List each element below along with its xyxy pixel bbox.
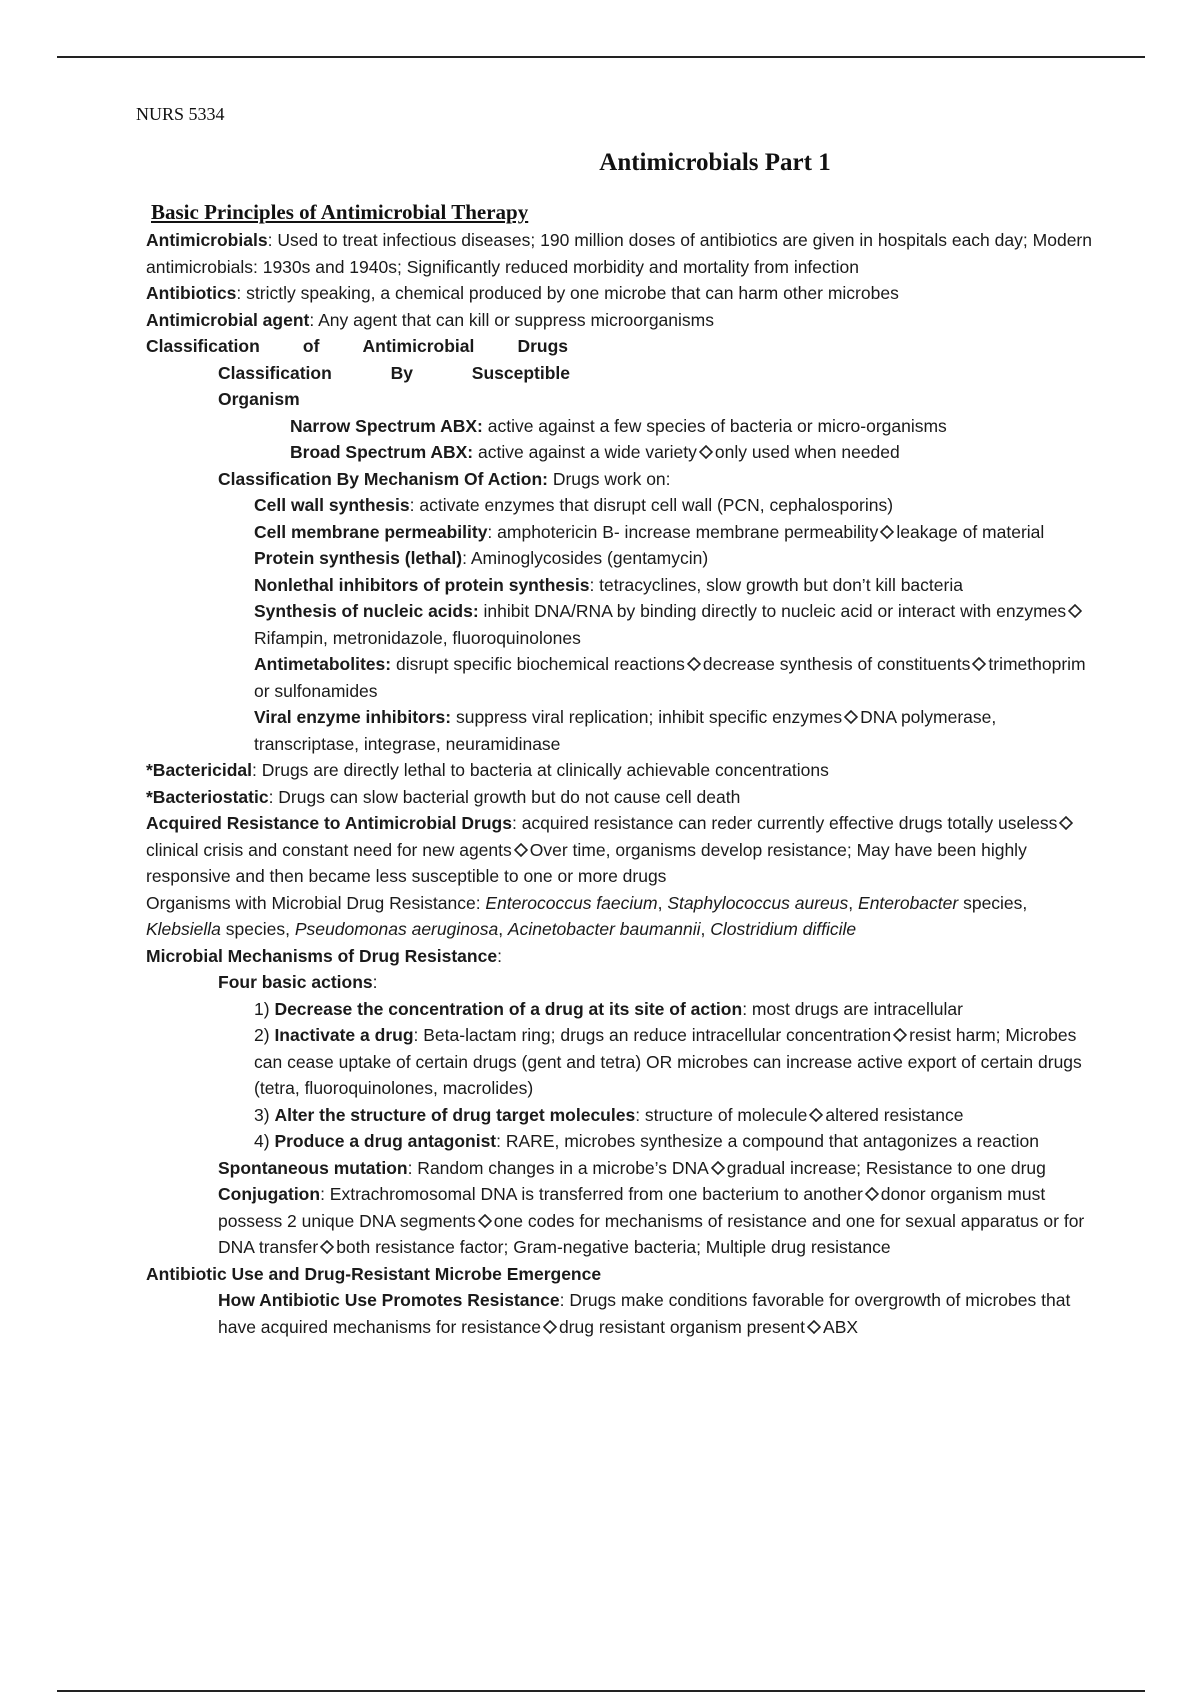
diamond-arrow-icon bbox=[543, 1320, 557, 1334]
antibiotic-use-heading: Antibiotic Use and Drug-Resistant Microbe Emergence bbox=[146, 1263, 602, 1284]
paragraph-antibiotics: Antibiotics: strictly speaking, a chemical produced by one microbe that can harm other microbes bbox=[146, 283, 899, 303]
document-body bbox=[146, 227, 1092, 1340]
course-code: NURS 5334 bbox=[136, 104, 225, 124]
spontaneous-mutation: Spontaneous mutation: Random changes in a microbe’s DNA gradual increase; Resistance to one drug bbox=[218, 1157, 1046, 1178]
viral-item: Viral enzyme inhibitors: suppress viral replication; inhibit specific enzymes DNA polymerase, transcriptase, integrase, neuramidinase bbox=[254, 707, 997, 754]
action-1: 1) Decrease the concentration of a drug at its site of action: most drugs are intracellular bbox=[254, 998, 963, 1019]
diamond-arrow-icon bbox=[809, 1108, 823, 1122]
antimetabolites-item: Antimetabolites: disrupt specific biochemical reactions decrease synthesis of constituents trimethoprim or sulfonamides bbox=[254, 654, 1086, 701]
paragraph-antimicrobials: Antimicrobials: Used to treat infectious diseases; 190 million doses of antibiotics are given in hospitals each day; Modern antimicrobials: 1930s and 1940s; Significantly reduced morbidity and mortality from infection bbox=[146, 230, 1092, 277]
cell-wall-item: Cell wall synthesis: activate enzymes that disrupt cell wall (PCN, cephalosporins) bbox=[254, 495, 894, 515]
nucleic-item: Synthesis of nucleic acids: inhibit DNA/RNA by binding directly to nucleic acid or interact with enzymesRifampin, metronidazole, fluoroquinolones bbox=[254, 598, 1092, 651]
nonlethal-item: Nonlethal inhibitors of protein synthesis: tetracyclines, slow growth but don’t kill bacteria bbox=[254, 574, 963, 595]
paragraph-antimicrobial-agent: Antimicrobial agent: Any agent that can kill or suppress microorganisms bbox=[146, 309, 714, 330]
diamond-arrow-icon bbox=[972, 657, 986, 671]
bactericidal: *Bactericidal: Drugs are directly lethal to bacteria at clinically achievable concentrations bbox=[146, 760, 829, 780]
top-rule bbox=[57, 56, 1145, 58]
protein-item: Protein synthesis (lethal): Aminoglycosides (gentamycin) bbox=[254, 548, 709, 568]
conjugation: Conjugation: Extrachromosomal DNA is transferred from one bacterium to another donor organism must possess 2 unique DNA segments one codes for mechanisms of resistance and one for sexual apparatus or for DNA transfer both resistance factor; Gram-negative bacteria; Multiple drug resistance bbox=[218, 1184, 1085, 1257]
action-3: 3) Alter the structure of drug target molecules: structure of molecule altered resistance bbox=[254, 1104, 964, 1125]
action-2: 2) Inactivate a drug: Beta-lactam ring; drugs an reduce intracellular concentration resist harm; Microbes can cease uptake of certain drugs (gent and tetra) OR microbes can increase active export of certain drugs (tetra, fluoroquinolones, macrolides) bbox=[254, 1025, 1082, 1098]
diamond-arrow-icon bbox=[844, 710, 858, 724]
resistant-organisms: Organisms with Microbial Drug Resistance: Enterococcus faecium, Staphylococcus aureus, Enterobacter species, Klebsiella species, Pseudomonas aeruginosa, Acinetobacter baumannii, Clostridium difficile bbox=[146, 892, 1028, 939]
diamond-arrow-icon bbox=[711, 1161, 725, 1175]
four-actions-heading: Four basic actions: bbox=[218, 972, 378, 992]
classification-heading: Classification of Antimicrobial Drugs bbox=[146, 336, 568, 356]
susceptible-heading: Classification By Susceptible Organism bbox=[218, 362, 570, 409]
section-heading: Basic Principles of Antimicrobial Therapy bbox=[151, 200, 529, 224]
mechanism-heading: Classification By Mechanism Of Action: Drugs work on: bbox=[218, 468, 671, 489]
diamond-arrow-icon bbox=[699, 445, 713, 459]
narrow-spectrum: Narrow Spectrum ABX: active against a few species of bacteria or micro-organisms bbox=[290, 415, 947, 436]
diamond-arrow-icon bbox=[687, 657, 701, 671]
diamond-arrow-icon bbox=[320, 1240, 334, 1254]
diamond-arrow-icon bbox=[807, 1320, 821, 1334]
diamond-arrow-icon bbox=[1068, 604, 1082, 618]
diamond-arrow-icon bbox=[1059, 816, 1073, 830]
diamond-arrow-icon bbox=[893, 1028, 907, 1042]
bottom-rule bbox=[57, 1690, 1145, 1692]
bacteriostatic: *Bacteriostatic: Drugs can slow bacterial growth but do not cause cell death bbox=[146, 786, 741, 807]
diamond-arrow-icon bbox=[514, 843, 528, 857]
promotes-resistance: How Antibiotic Use Promotes Resistance: Drugs make conditions favorable for overgrowth of microbes that have acquired mechanisms for resistance drug resistant organism present ABX bbox=[218, 1290, 1071, 1337]
mechanism-list bbox=[146, 492, 1092, 757]
broad-spectrum: Broad Spectrum ABX: active against a wide variety only used when needed bbox=[290, 442, 900, 462]
actions-list bbox=[146, 996, 1092, 1155]
diamond-arrow-icon bbox=[865, 1187, 879, 1201]
page-title: Antimicrobials Part 1 bbox=[599, 149, 831, 176]
diamond-arrow-icon bbox=[478, 1214, 492, 1228]
acquired-resistance: Acquired Resistance to Antimicrobial Drugs: acquired resistance can reder currently effective drugs totally uselessclinical crisis and constant need for new agents Over time, organisms develop resistance; May have been highly responsive and then became less susceptible to one or more drugs bbox=[146, 810, 1092, 890]
action-4: 4) Produce a drug antagonist: RARE, microbes synthesize a compound that antagonizes a reaction bbox=[254, 1131, 1039, 1151]
mechanisms-heading: Microbial Mechanisms of Drug Resistance: bbox=[146, 945, 502, 966]
membrane-item: Cell membrane permeability: amphotericin B- increase membrane permeability leakage of material bbox=[254, 521, 1045, 542]
diamond-arrow-icon bbox=[880, 525, 894, 539]
